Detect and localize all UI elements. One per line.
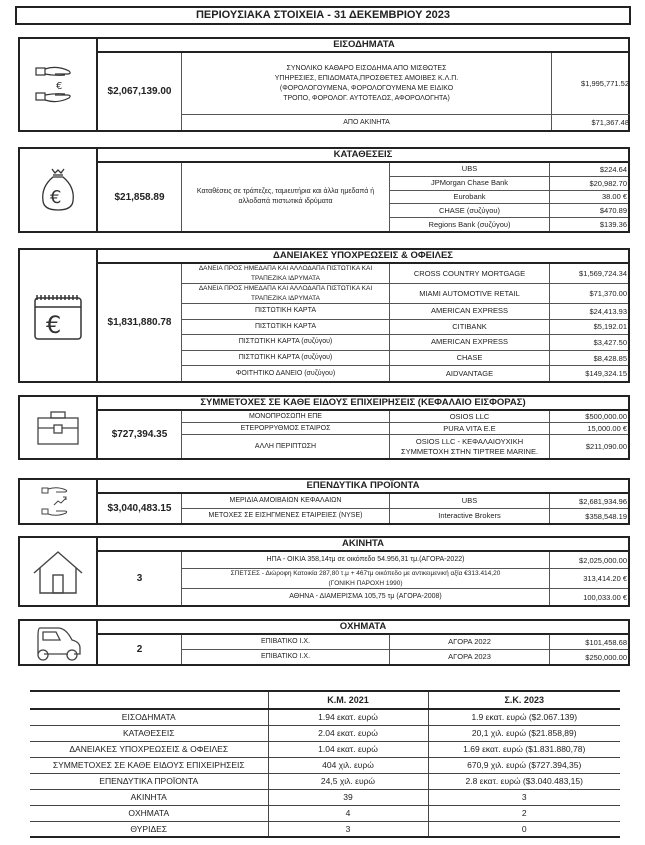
debt-type: ΠΙΣΤΩΤΙΚΗ ΚΑΡΤΑ — [182, 304, 390, 319]
value-2021: 404 χιλ. ευρώ — [268, 757, 428, 773]
debt-row — [182, 304, 628, 320]
debt-type: ΠΙΣΤΩΤΙΚΗ ΚΑΡΤΑ (συζύγου) — [182, 335, 390, 350]
value-2023: 0 — [428, 821, 620, 837]
property-value: 313,414.20 € — [583, 574, 627, 583]
debt-row — [182, 320, 628, 336]
debt-value: $5,192.01 — [593, 322, 627, 332]
category: ΕΙΣΟΔΗΜΑΤΑ — [30, 709, 268, 725]
vehicle-value: $101,458.68 — [585, 637, 627, 647]
deposit-value: $139.36 — [599, 220, 627, 230]
debt-value: $1,569,724.34 — [579, 269, 627, 278]
comparison-row — [30, 773, 620, 789]
investments-total: $3,040,483.15 — [98, 494, 182, 523]
debts-total: $1,831,880.78 — [98, 264, 182, 381]
briefcase-icon — [20, 397, 98, 458]
property-desc: ΑΘΗΝΑ - ΔΙΑΜΕΡΙΣΜΑ 105,75 τμ (ΑΓΟΡΑ-2008) — [182, 589, 550, 605]
deposit-value: $224.64 — [599, 164, 627, 174]
value-2023: 20,1 χιλ. ευρώ ($21.858,89) — [428, 725, 620, 741]
creditor: CITIBANK — [390, 320, 550, 335]
vehicle-row — [182, 635, 628, 650]
value-2021: 24,5 χιλ. ευρώ — [268, 773, 428, 789]
property-desc: ΣΠΕΤΣΕΣ - Διώροφη Κατοικία 287,80 τ.μ + 467τμ οικόπεδο με αντικειμενική αξία €313.414,20 (ΓΟΝΙΚΗ ΠΑΡΟΧΗ 1990) — [182, 569, 550, 588]
deposits-total: $21,858.89 — [98, 163, 182, 231]
deposits-heading: ΚΑΤΑΘΕΣΕΙΣ — [98, 149, 628, 163]
vehicle-purchase: ΑΓΟΡΑ 2022 — [390, 635, 550, 649]
category: ΕΠΕΝΔΥΤΙΚΑ ΠΡΟΪΟΝΤΑ — [30, 773, 268, 789]
hands-euro-icon — [20, 39, 98, 130]
investments-heading: ΕΠΕΝΔΥΤΙΚΑ ΠΡΟΪΟΝΤΑ — [98, 480, 628, 494]
realestate-count: 3 — [98, 552, 182, 605]
property-row — [182, 589, 628, 605]
comparison-row — [30, 725, 620, 741]
property-value: $2,025,000.00 — [579, 555, 627, 565]
income-total: $2,067,139.00 — [98, 53, 182, 130]
comparison-row — [30, 709, 620, 725]
value-2021: 2.04 εκατ. ευρώ — [268, 725, 428, 741]
income-desc: ΑΠΟ ΑΚΙΝΗΤΑ — [182, 115, 552, 130]
comparison-row — [30, 805, 620, 821]
page-title: ΠΕΡΙΟΥΣΙΑΚΑ ΣΤΟΙΧΕΙΑ - 31 ΔΕΚΕΜΒΡΙΟΥ 2023 — [15, 6, 631, 25]
deposits-desc: Καταθέσεις σε τράπεζες, ταμιευτήρια και άλλα ημεδαπά ή αλλοδαπά πιστωτικά ιδρύματα — [182, 163, 390, 231]
bank-name: UBS — [390, 163, 550, 176]
value-2021: 4 — [268, 805, 428, 821]
debt-value: $24,413.93 — [589, 306, 627, 316]
holding-value: $500,000.00 — [585, 412, 627, 421]
category: ΔΑΝΕΙΑΚΕΣ ΥΠΟΧΡΕΩΣΕΙΣ & ΟΦΕΙΛΕΣ — [30, 741, 268, 757]
income-value: $1,995,771.52 — [581, 79, 629, 88]
deposit-value: 38.00 € — [601, 192, 627, 202]
category: ΘΥΡΙΔΕΣ — [30, 821, 268, 837]
debt-type: ΔΑΝΕΙΑ ΠΡΟΣ ΗΜΕΔΑΠΑ ΚΑΙ ΑΛΛΟΔΑΠΑ ΠΙΣΤΩΤΙΚΑ ΚΑΙ ΤΡΑΠΕΖΙΚΑ ΙΔΡΥΜΑΤΑ — [182, 264, 390, 283]
investment-value: $2,681,934.96 — [579, 496, 627, 506]
category: ΑΚΙΝΗΤΑ — [30, 789, 268, 805]
debt-type: ΠΙΣΤΩΤΙΚΗ ΚΑΡΤΑ (συζύγου) — [182, 351, 390, 366]
holding-row — [182, 411, 628, 423]
vehicles-heading: ΟΧΗΜΑΤΑ — [98, 621, 628, 635]
svg-text:€: € — [50, 187, 62, 208]
comparison-header-row — [30, 691, 620, 709]
value-2023: 2 — [428, 805, 620, 821]
holdings-total: $727,394.35 — [98, 411, 182, 458]
vehicle-value: $250,000.00 — [585, 652, 627, 662]
company: OSIOS LLC - ΚΕΦΑΛΑΙΟΥΧΙΚΗ ΣΥΜΜΕΤΟΧΗ ΣΤΗΝ TIPTREE MARINE. — [390, 435, 550, 458]
company: OSIOS LLC — [390, 411, 550, 422]
comparison-row — [30, 741, 620, 757]
bank-name: JPMorgan Chase Bank — [390, 177, 550, 190]
vehicle-type: ΕΠΙΒΑΤΙΚΟ Ι.Χ. — [182, 650, 390, 664]
value-2021: 3 — [268, 821, 428, 837]
holdings-heading: ΣΥΜΜΕΤΟΧΕΣ ΣΕ ΚΑΘΕ ΕΙΔΟΥΣ ΕΠΙΧΕΙΡΗΣΕΙΣ (ΚΕΦΑΛΑΙΟ ΕΙΣΦΟΡΑΣ) — [98, 397, 628, 411]
bank-name: Regions Bank (συζύγου) — [390, 218, 550, 231]
section-investments — [18, 478, 630, 525]
value-2023: 3 — [428, 789, 620, 805]
car-icon — [20, 621, 98, 664]
creditor: CHASE — [390, 351, 550, 366]
value-2021: 1.94 εκατ. ευρώ — [268, 709, 428, 725]
house-icon — [20, 538, 98, 605]
holding-type: ΑΛΛΗ ΠΕΡΙΠΤΩΣΗ — [182, 435, 390, 458]
income-row — [182, 53, 630, 115]
creditor: CROSS COUNTRY MORTGAGE — [390, 264, 550, 283]
holding-row — [182, 423, 628, 435]
debt-row — [182, 351, 628, 367]
value-2023: 2.8 εκατ. ευρώ ($3.040.483,15) — [428, 773, 620, 789]
income-row — [182, 115, 630, 130]
category: ΟΧΗΜΑΤΑ — [30, 805, 268, 821]
value-2021: 39 — [268, 789, 428, 805]
holding-type: ΜΟΝΟΠΡΟΣΩΠΗ ΕΠΕ — [182, 411, 390, 422]
value-2023: 670,9 χιλ. ευρώ ($727.394,35) — [428, 757, 620, 773]
deposit-row — [390, 204, 628, 218]
comparison-table — [30, 690, 620, 838]
debt-value: $71,370.00 — [589, 289, 627, 298]
debt-value: $149,324.15 — [585, 369, 627, 379]
property-row — [182, 569, 628, 589]
holding-type: ΕΤΕΡΟΡΡΥΘΜΟΣ ΕΤΑΙΡΟΣ — [182, 423, 390, 434]
property-row — [182, 552, 628, 569]
broker: Interactive Brokers — [390, 509, 550, 523]
section-income — [18, 37, 630, 132]
section-deposits — [18, 147, 630, 233]
broker: UBS — [390, 494, 550, 508]
debt-type: ΔΑΝΕΙΑ ΠΡΟΣ ΗΜΕΔΑΠΑ ΚΑΙ ΑΛΛΟΔΑΠΑ ΠΙΣΤΩΤΙΚΑ ΚΑΙ ΤΡΑΠΕΖΙΚΑ ΙΔΡΥΜΑΤΑ — [182, 284, 390, 303]
svg-text:€: € — [46, 310, 62, 339]
investment-value: $358,548.19 — [585, 511, 627, 521]
comparison-row — [30, 789, 620, 805]
deposit-row — [390, 191, 628, 205]
vehicles-count: 2 — [98, 635, 182, 664]
bank-name: Eurobank — [390, 191, 550, 204]
creditor: MIAMI AUTOMOTIVE RETAIL — [390, 284, 550, 303]
investment-row — [182, 494, 628, 509]
vehicle-purchase: ΑΓΟΡΑ 2023 — [390, 650, 550, 664]
section-debts — [18, 248, 630, 383]
svg-text:€: € — [56, 80, 63, 92]
value-2023: 1.69 εκατ. ευρώ ($1.831.880,78) — [428, 741, 620, 757]
category: ΣΥΜΜΕΤΟΧΕΣ ΣΕ ΚΑΘΕ ΕΙΔΟΥΣ ΕΠΙΧΕΙΡΗΣΕΙΣ — [30, 757, 268, 773]
section-holdings — [18, 395, 630, 460]
deposit-row — [390, 218, 628, 231]
debt-row — [182, 284, 628, 304]
holding-value: 15,000.00 € — [587, 424, 627, 433]
creditor: AMERICAN EXPRESS — [390, 335, 550, 350]
debt-type: ΦΟΙΤΗΤΙΚΟ ΔΑΝΕΙΟ (συζύγου) — [182, 366, 390, 381]
debts-heading: ΔΑΝΕΙΑΚΕΣ ΥΠΟΧΡΕΩΣΕΙΣ & ΟΦΕΙΛΕΣ — [98, 250, 628, 264]
deposit-value: $470.89 — [599, 206, 627, 216]
realestate-heading: ΑΚΙΝΗΤΑ — [98, 538, 628, 552]
property-desc: ΗΠΑ - ΟΙΚΙΑ 358,14τμ σε οικόπεδο 54.956,31 τμ.(ΑΓΟΡΑ-2022) — [182, 552, 550, 568]
debt-row — [182, 366, 628, 381]
deposit-row — [390, 177, 628, 191]
value-2021: 1.04 εκατ. ευρώ — [268, 741, 428, 757]
bank-name: CHASE (συζύγου) — [390, 204, 550, 217]
investment-type: ΜΕΤΟΧΕΣ ΣΕ ΕΙΣΗΓΜΕΝΕΣ ΕΤΑΙΡΕΙΕΣ (NYSE) — [182, 509, 390, 523]
creditor: AIDVANTAGE — [390, 366, 550, 381]
deposit-row — [390, 163, 628, 177]
investment-type: ΜΕΡΙΔΙΑ ΑΜΟΙΒΑΙΩΝ ΚΕΦΑΛΑΙΩΝ — [182, 494, 390, 508]
calendar-euro-icon — [20, 250, 98, 381]
section-realestate — [18, 536, 630, 607]
comparison-header-2023: Σ.Κ. 2023 — [428, 691, 620, 709]
creditor: AMERICAN EXPRESS — [390, 304, 550, 319]
vehicle-type: ΕΠΙΒΑΤΙΚΟ Ι.Χ. — [182, 635, 390, 649]
comparison-row — [30, 821, 620, 837]
investment-row — [182, 509, 628, 523]
property-value: 100,033.00 € — [583, 592, 627, 602]
debt-row — [182, 264, 628, 284]
comparison-header-category — [30, 691, 268, 709]
comparison-header-2021: Κ.Μ. 2021 — [268, 691, 428, 709]
section-vehicles — [18, 619, 630, 666]
debt-row — [182, 335, 628, 351]
debt-type: ΠΙΣΤΩΤΙΚΗ ΚΑΡΤΑ — [182, 320, 390, 335]
holding-row — [182, 435, 628, 458]
income-heading: ΕΙΣΟΔΗΜΑΤΑ — [98, 39, 630, 53]
money-bag-euro-icon — [20, 149, 98, 231]
hands-growth-icon — [20, 480, 98, 523]
company: PURA VITA E.E — [390, 423, 550, 434]
income-value: $71,367.48 — [591, 118, 629, 127]
category: ΚΑΤΑΘΕΣΕΙΣ — [30, 725, 268, 741]
debt-value: $3,427.50 — [593, 337, 627, 347]
value-2023: 1.9 εκατ. ευρώ ($2.067.139) — [428, 709, 620, 725]
deposit-value: $20,982.70 — [589, 178, 627, 188]
income-desc: ΣΥΝΟΛΙΚΟ ΚΑΘΑΡΟ ΕΙΣΟΔΗΜΑ ΑΠΟ ΜΙΣΘΩΤΕΣ ΥΠΗΡΕΣΙΕΣ, ΕΠΙΔΟΜΑΤΑ,ΠΡΟΣΘΕΤΕΣ ΑΜΟΙΒΕΣ Κ.Λ.Π.(ΦΟΡΟΛΟΓΟΥΜΕΝΑ, ΦΟΡΟΛΟΓΟΥΜΕΝΑ ΜΕ ΕΙΔΙΚΟ ΤΡΟΠΟ, ΦΟΡΟΛΟΓ. ΑΥΤΟΤΕΛΩΣ, ΑΦΟΡΟΛΟΓΗΤΑ) — [182, 53, 552, 114]
vehicle-row — [182, 650, 628, 664]
comparison-row — [30, 757, 620, 773]
debt-value: $8,428.85 — [593, 353, 627, 363]
holding-value: $211,090.00 — [585, 442, 627, 451]
